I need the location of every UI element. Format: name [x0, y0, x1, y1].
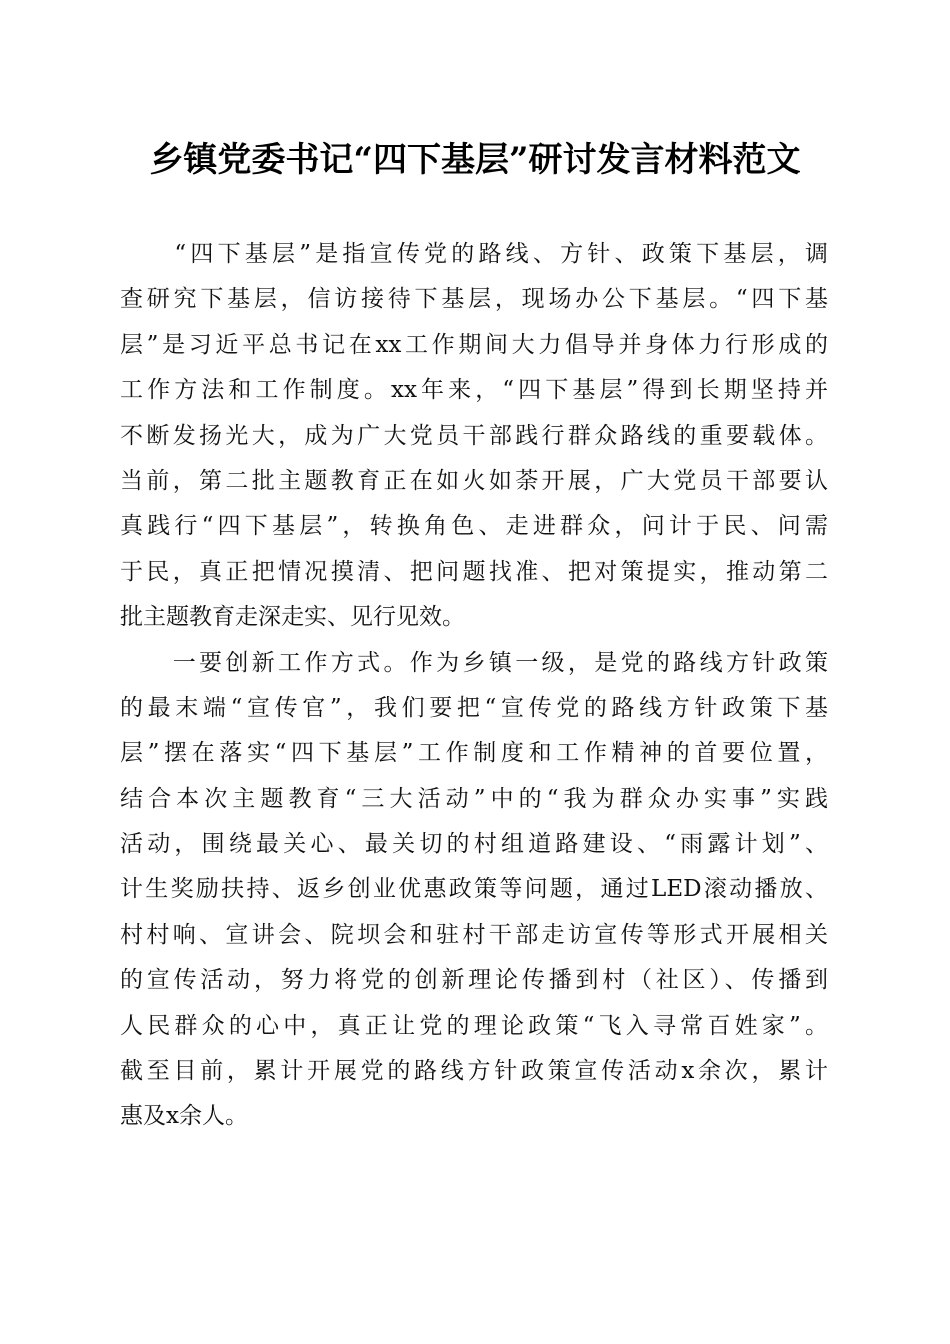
text-line: 的宣传活动，努力将党的创新理论传播到村（社区）、传播到: [120, 967, 828, 994]
text-line: 层”摆在落实“四下基层”工作制度和工作精神的首要位置，: [120, 740, 828, 767]
text-line: 不断发扬光大，成为广大党员干部践行群众路线的重要载体。: [120, 422, 828, 449]
document-title: 乡镇党委书记“四下基层”研讨发言材料范文: [149, 140, 801, 180]
text-line: 结合本次主题教育“三大活动”中的“我为群众办实事”实践: [120, 785, 828, 812]
text-line: 真践行“四下基层”，转换角色、走进群众，问计于民、问需: [120, 513, 828, 540]
text-line: 的最末端“宣传官”，我们要把“宣传党的路线方针政策下基: [120, 694, 828, 721]
paragraph-intro: [120, 232, 828, 641]
text-line: 截至目前，累计开展党的路线方针政策宣传活动x余次，累计: [120, 1058, 828, 1085]
text-line: 活动，围绕最关心、最关切的村组道路建设、“雨露计划”、: [120, 831, 828, 858]
text-line: 工作方法和工作制度。xx年来，“四下基层”得到长期坚持并: [120, 377, 828, 404]
document-body: [120, 232, 828, 1140]
text-line: 当前，第二批主题教育正在如火如荼开展，广大党员干部要认: [120, 467, 828, 494]
text-line: 惠及x余人。: [120, 1103, 248, 1130]
text-line: 批主题教育走深走实、见行见效。: [120, 604, 465, 631]
paragraph-innovation: [120, 641, 828, 1140]
text-line: “四下基层”是指宣传党的路线、方针、政策下基层，调: [120, 241, 828, 267]
text-line: 计生奖励扶持、返乡创业优惠政策等问题，通过LED滚动播放、: [120, 876, 828, 903]
text-line: 于民，真正把情况摸清、把问题找准、把对策提实，推动第二: [120, 558, 828, 585]
text-line: 一要创新工作方式。作为乡镇一级，是党的路线方针政策: [120, 649, 828, 676]
text-line: 层”是习近平总书记在xx工作期间大力倡导并身体力行形成的: [120, 331, 828, 358]
text-line: 村村响、宣讲会、院坝会和驻村干部走访宣传等形式开展相关: [120, 921, 828, 948]
text-line: 人民群众的心中，真正让党的理论政策“飞入寻常百姓家”。: [120, 1012, 828, 1039]
text-line: 查研究下基层，信访接待下基层，现场办公下基层。“四下基: [120, 286, 828, 313]
